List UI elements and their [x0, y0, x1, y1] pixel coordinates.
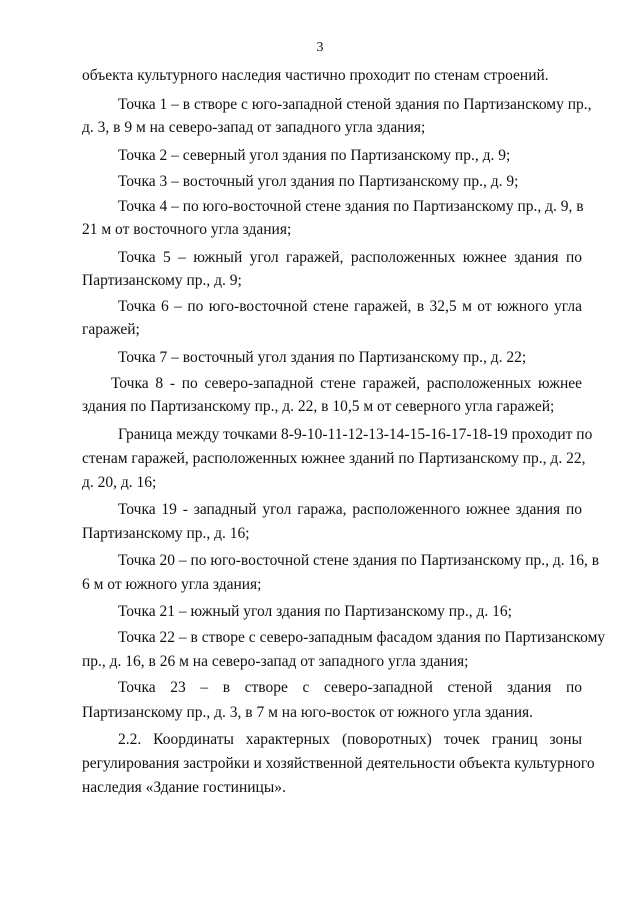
text-line: стенам гаражей, расположенных южнее зданий по Партизанскому пр., д. 22,	[82, 450, 586, 467]
text-line: Точка 21 – южный угол здания по Партизанскому пр., д. 16;	[118, 603, 512, 620]
section-heading-line: 2.2. Координаты характерных (поворотных) точек границ зоны	[118, 731, 582, 748]
text-line: Точка 6 – по юго-восточной стене гаражей, в 32,5 м от южного угла	[118, 298, 582, 315]
text-line: Точка 22 – в створе с северо-западным фасадом здания по Партизанскому	[118, 629, 606, 646]
text-line: регулирования застройки и хозяйственной деятельности объекта культурного	[82, 755, 595, 772]
text-line: Точка 4 – по юго-восточной стене здания по Партизанскому пр., д. 9, в	[118, 198, 584, 215]
text-line: Точка 23 – в створе с северо-западной стеной здания по	[118, 679, 582, 696]
text-line: наследия «Здание гостиницы».	[82, 779, 286, 796]
text-line: д. 3, в 9 м на северо-запад от западного угла здания;	[82, 119, 426, 136]
text-line: Точка 20 – по юго-восточной стене здания по Партизанскому пр., д. 16, в	[118, 552, 600, 569]
text-line: Точка 2 – северный угол здания по Партизанскому пр., д. 9;	[118, 147, 511, 164]
text-line: Партизанскому пр., д. 16;	[82, 525, 250, 542]
text-line: 6 м от южного угла здания;	[82, 576, 262, 593]
text-line: Точка 3 – восточный угол здания по Партизанскому пр., д. 9;	[118, 173, 519, 190]
text-line: Партизанскому пр., д. 9;	[82, 272, 242, 289]
text-line: д. 20, д. 16;	[82, 474, 157, 491]
text-line: 21 м от восточного угла здания;	[82, 221, 292, 238]
page-number: 3	[316, 40, 324, 55]
text-line: Точка 5 – южный угол гаражей, расположенных южнее здания по	[118, 249, 582, 266]
text-line: Партизанскому пр., д. 3, в 7 м на юго-восток от южного угла здания.	[82, 704, 534, 721]
text-line: Точка 8 - по северо-западной стене гаражей, расположенных южнее	[111, 375, 582, 392]
text-line: здания по Партизанскому пр., д. 22, в 10,5 м от северного угла гаражей;	[82, 398, 555, 415]
text-line: Точка 19 - западный угол гаража, расположенного южнее здания по	[118, 501, 582, 518]
text-line: Точка 1 – в створе с юго-западной стеной здания по Партизанскому пр.,	[118, 96, 592, 113]
text-line: пр., д. 16, в 26 м на северо-запад от западного угла здания;	[82, 653, 469, 670]
text-line: объекта культурного наследия частично проходит по стенам строений.	[82, 67, 549, 84]
text-line: Точка 7 – восточный угол здания по Партизанскому пр., д. 22;	[118, 349, 527, 366]
text-line: Граница между точками 8-9-10-11-12-13-14-15-16-17-18-19 проходит по	[118, 426, 593, 443]
text-line: гаражей;	[82, 321, 140, 338]
